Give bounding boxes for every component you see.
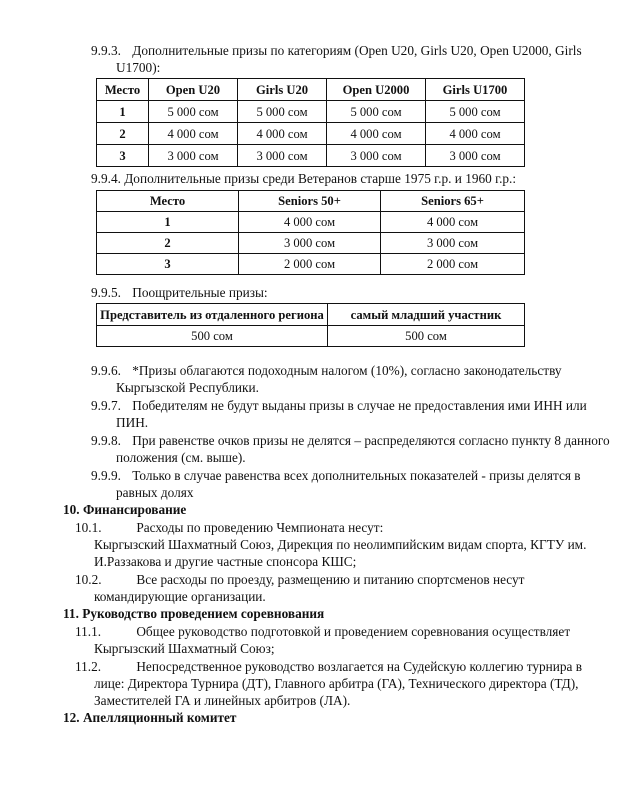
section-number: 10.1. — [75, 520, 102, 535]
heading-appeals-committee: 12. Апелляционный комитет — [63, 710, 237, 725]
prize-cell: 5 000 сом — [426, 101, 525, 123]
prize-cell: 4 000 сом — [238, 123, 327, 145]
prize-cell: 4 000 сом — [239, 212, 381, 233]
section-9-9-4: 9.9.4. Дополнительные призы среди Ветеранов старше 1975 г.р. и 1960 г.р.: — [91, 171, 517, 186]
place-cell: 1 — [97, 212, 239, 233]
section-9-9-6-line2: Кыргызской Республики. — [116, 380, 259, 395]
prize-cell: 2 000 сом — [381, 254, 525, 275]
table-row — [97, 123, 525, 145]
section-11-2-line1 — [75, 658, 582, 675]
prize-cell: 2 000 сом — [239, 254, 381, 275]
prize-cell: 4 000 сом — [327, 123, 426, 145]
section-text: Все расходы по проезду, размещению и питанию спортсменов несут — [136, 572, 525, 587]
section-11-2-line3: Заместителей ГА и линейных арбитров (ЛА). — [94, 693, 351, 708]
header-cell: Girls U1700 — [426, 79, 525, 101]
section-text: Только в случае равенства всех дополнительных показателей - призы делятся в — [132, 468, 581, 483]
section-9-9-8-line2: положения (см. выше). — [116, 450, 246, 465]
section-9-9-9-line2: равных долях — [116, 485, 194, 500]
place-cell: 2 — [97, 233, 239, 254]
header-cell: Open U2000 — [327, 79, 426, 101]
section-10-1-line1 — [75, 519, 383, 536]
section-number: 9.9.9. — [91, 468, 121, 483]
header-cell: Seniors 65+ — [381, 191, 525, 212]
header-cell: Место — [97, 79, 149, 101]
header-cell: Представитель из отдаленного региона — [97, 304, 328, 326]
prize-cell: 3 000 сом — [426, 145, 525, 167]
table-header-row — [97, 79, 525, 101]
prize-cell: 3 000 сом — [327, 145, 426, 167]
section-number: 9.9.7. — [91, 398, 121, 413]
table-veterans — [96, 190, 525, 275]
header-cell: Open U20 — [149, 79, 238, 101]
place-cell: 1 — [97, 101, 149, 123]
prize-cell: 3 000 сом — [149, 145, 238, 167]
section-number: 9.9.8. — [91, 433, 121, 448]
section-11-2-line2: лице: Директора Турнира (ДТ), Главного арбитра (ГА), Технического директора (ТД), — [94, 676, 579, 691]
prize-cell: 4 000 сом — [149, 123, 238, 145]
section-text: Дополнительные призы по категориям (Open U20, Girls U20, Open U2000, Girls — [132, 43, 582, 58]
table-row — [97, 101, 525, 123]
prize-cell: 5 000 сом — [327, 101, 426, 123]
prize-cell: 500 сом — [97, 326, 328, 347]
section-9-9-7-line1 — [91, 397, 587, 414]
prize-cell: 3 000 сом — [239, 233, 381, 254]
section-number: 9.9.6. — [91, 363, 121, 378]
section-10-1-line3: И.Раззакова и другие частные спонсора КШС; — [94, 554, 357, 569]
section-text: Расходы по проведению Чемпионата несут: — [136, 520, 384, 535]
section-9-9-8-line1 — [91, 432, 610, 449]
section-9-9-7-line2: ПИН. — [116, 415, 149, 430]
heading-management: 11. Руководство проведением соревнования — [63, 606, 325, 621]
prize-cell: 3 000 сом — [381, 233, 525, 254]
table-categories — [96, 78, 525, 167]
section-text: Поощрительные призы: — [132, 285, 268, 300]
place-cell: 3 — [97, 145, 149, 167]
section-10-2-line2: командирующие организации. — [94, 589, 266, 604]
table-row — [97, 326, 525, 347]
prize-cell: 5 000 сом — [149, 101, 238, 123]
prize-cell: 3 000 сом — [238, 145, 327, 167]
table-incentive — [96, 303, 525, 347]
place-cell: 3 — [97, 254, 239, 275]
header-cell: самый младший участник — [328, 304, 525, 326]
heading-financing: 10. Финансирование — [63, 502, 187, 517]
section-9-9-6-line1 — [91, 362, 562, 379]
section-number: 11.1. — [75, 624, 102, 639]
section-text: Общее руководство подготовкой и проведением соревнования осуществляет — [136, 624, 571, 639]
section-text: Непосредственное руководство возлагается на Судейскую коллегию турнира в — [136, 659, 583, 674]
section-text: Победителям не будут выданы призы в случае не предоставления ими ИНН или — [132, 398, 587, 413]
prize-cell: 4 000 сом — [381, 212, 525, 233]
section-number: 9.9.3. — [91, 43, 121, 58]
section-text: *Призы облагаются подоходным налогом (10%), согласно законодательству — [132, 363, 562, 378]
section-11-1-line2: Кыргызский Шахматный Союз; — [94, 641, 275, 656]
table-row — [97, 254, 525, 275]
header-cell: Girls U20 — [238, 79, 327, 101]
table-header-row — [97, 304, 525, 326]
table-header-row — [97, 191, 525, 212]
section-9-9-9-line1 — [91, 467, 581, 484]
section-number: 10.2. — [75, 572, 102, 587]
table-row — [97, 212, 525, 233]
prize-cell: 5 000 сом — [238, 101, 327, 123]
prize-cell: 500 сом — [328, 326, 525, 347]
section-number: 9.9.5. — [91, 285, 121, 300]
table-row — [97, 233, 525, 254]
place-cell: 2 — [97, 123, 149, 145]
section-9-9-3-line1 — [91, 42, 582, 59]
section-10-2-line1 — [75, 571, 525, 588]
section-9-9-3-line2: U1700): — [116, 60, 161, 75]
header-cell: Seniors 50+ — [239, 191, 381, 212]
section-9-9-5 — [91, 284, 268, 301]
table-row — [97, 145, 525, 167]
header-cell: Место — [97, 191, 239, 212]
section-text: При равенстве очков призы не делятся – распределяются согласно пункту 8 данного — [132, 433, 610, 448]
section-number: 11.2. — [75, 659, 102, 674]
section-10-1-line2: Кыргызский Шахматный Союз, Дирекция по неолимпийским видам спорта, КГТУ им. — [94, 537, 587, 552]
prize-cell: 4 000 сом — [426, 123, 525, 145]
section-11-1-line1 — [75, 623, 570, 640]
